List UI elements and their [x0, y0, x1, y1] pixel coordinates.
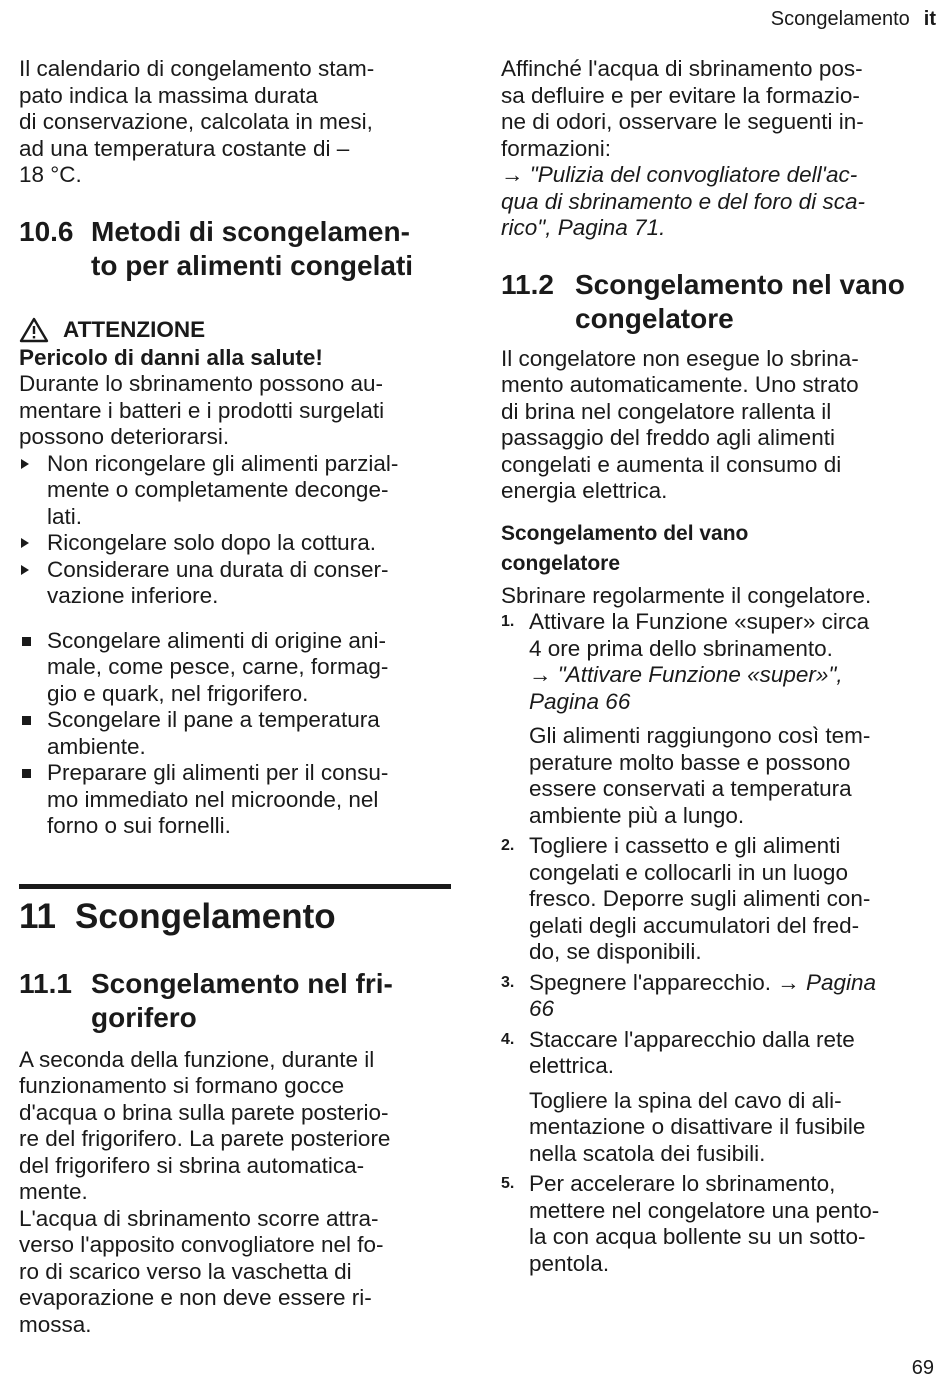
right-column [501, 56, 933, 1277]
list-item: Scongelare il pane a temperatura ambiente. [19, 707, 451, 760]
heading-title: Scongelamento [75, 896, 336, 936]
square-bullet-icon [22, 716, 31, 725]
step-note: Gli alimenti raggiungono così tem- perature molto basse e possono essere conservati a temperatura ambiente più a lungo. [529, 723, 871, 828]
heading-number: 11.1 [19, 967, 72, 999]
square-bullet-icon [22, 769, 31, 778]
warning-icon [19, 317, 49, 343]
header-lang: it [923, 8, 936, 30]
cross-reference-link[interactable]: → Pagina 66 [529, 969, 877, 1021]
running-header [771, 8, 936, 31]
heading-10-6 [19, 215, 451, 283]
triangle-bullet-icon [21, 538, 29, 548]
warning-list-item: Considerare una durata di conser- vazione inferiore. [19, 557, 451, 610]
chapter-heading-11 [19, 897, 451, 937]
steps-list [501, 609, 933, 1277]
warning-headline: Pericolo di danni alla salute! [19, 344, 323, 370]
warning-list [19, 451, 451, 610]
warning-text: Durante lo sbrinamento possono au- mentare i batteri e i prodotti surgelati possono deteriorarsi. [19, 371, 385, 449]
heading-number: 10.6 [19, 215, 74, 247]
step-number: 2. [501, 837, 515, 854]
heading-title: Scongelamento nel vano congelatore [575, 268, 905, 334]
step-number: 3. [501, 973, 515, 991]
step-item [501, 609, 933, 829]
triangle-bullet-icon [21, 565, 29, 575]
chapter-rule [19, 884, 451, 889]
cross-reference-link[interactable]: → "Pulizia del convogliatore dell'ac- qua di sbrinamento e del foro di sca- rico", Pagina 71. [501, 162, 865, 240]
heading-title: Metodi di scongelamen- to per alimenti congelati [91, 215, 414, 281]
intro-paragraph: Il calendario di congelamento stam- pato indica la massima durata di conservazione, calcolata in mesi, ad una temperatura costante di – 18 °C. [19, 56, 375, 187]
triangle-bullet-icon [21, 459, 29, 469]
step-item [501, 1171, 933, 1277]
heading-number: 11.2 [501, 268, 554, 300]
step-text: Spegnere l'apparecchio. [529, 969, 771, 995]
step-text: Togliere i cassetto e gli alimenti congelati e collocarli in un luogo fresco. Deporre sugli alimenti con- gelati degli accumulatori del fred- do, se disponibili. [529, 833, 871, 964]
subheading: Scongelamento del vano congelatore [501, 521, 749, 575]
step-number: 4. [501, 1030, 515, 1048]
header-section: Scongelamento [770, 8, 910, 30]
step-text: Staccare l'apparecchio dalla rete elettrica. [529, 1026, 855, 1078]
heading-11-2 [501, 268, 933, 336]
step-number: 5. [501, 1175, 515, 1192]
cross-reference-link[interactable]: → "Attivare Funzione «super»", Pagina 66 [529, 662, 843, 714]
page-number: 69 [911, 1357, 934, 1379]
warning-label-row [19, 317, 451, 343]
bullet-list [19, 628, 451, 840]
step-item [501, 833, 933, 966]
warning-list-item: Ricongelare solo dopo la cottura. [19, 530, 451, 557]
step-text: Per accelerare lo sbrinamento, mettere nel congelatore una pento- la con acqua bollente su un sotto- pentola. [529, 1171, 880, 1276]
heading-title: Scongelamento nel fri- gorifero [91, 967, 393, 1033]
step-text: Attivare la Funzione «super» circa 4 ore prima dello sbrinamento. [529, 609, 870, 661]
warning-list-item: Non ricongelare gli alimenti parzial- mente o completamente deconge- lati. [19, 451, 451, 531]
drain-paragraph: Affinché l'acqua di sbrinamento pos- sa defluire e per evitare la formazio- ne di odori, osservare le seguenti in- formazioni: [501, 56, 864, 161]
step-note: Togliere la spina del cavo di ali- mentazione o disattivare il fusibile nella scatola dei fusibili. [529, 1087, 866, 1166]
square-bullet-icon [22, 637, 31, 646]
heading-number: 11 [19, 896, 56, 936]
instruction-intro: Sbrinare regolarmente il congelatore. [501, 582, 872, 608]
defrost-fridge-paragraph: A seconda della funzione, durante il funzionamento si formano gocce d'acqua o brina sulla parete posterio- re del frigorifero. La parete posteriore del frigorifero si sbrina automatica- mente. L'acqua di sbrinamento scorre attra- verso l'apposito convogliatore nel fo- ro di scarico verso la vaschetta di evaporazione e non deve essere ri- mossa. [19, 1046, 391, 1337]
step-item [501, 1027, 933, 1168]
list-item: Preparare gli alimenti per il consu- mo immediato nel microonde, nel forno o sui fornelli. [19, 760, 451, 840]
heading-11-1 [19, 967, 451, 1035]
left-column [19, 56, 451, 1338]
warning-label: ATTENZIONE [63, 316, 206, 342]
freezer-paragraph: Il congelatore non esegue lo sbrina- mento automaticamente. Uno strato di brina nel congelatore rallenta il passaggio del freddo agli alimenti congelati e aumenta il consumo di energia elettrica. [501, 345, 859, 503]
list-item: Scongelare alimenti di origine ani- male, come pesce, carne, formag- gio e quark, nel frigorifero. [19, 628, 451, 708]
step-number: 1. [501, 613, 515, 630]
step-item [501, 970, 933, 1023]
